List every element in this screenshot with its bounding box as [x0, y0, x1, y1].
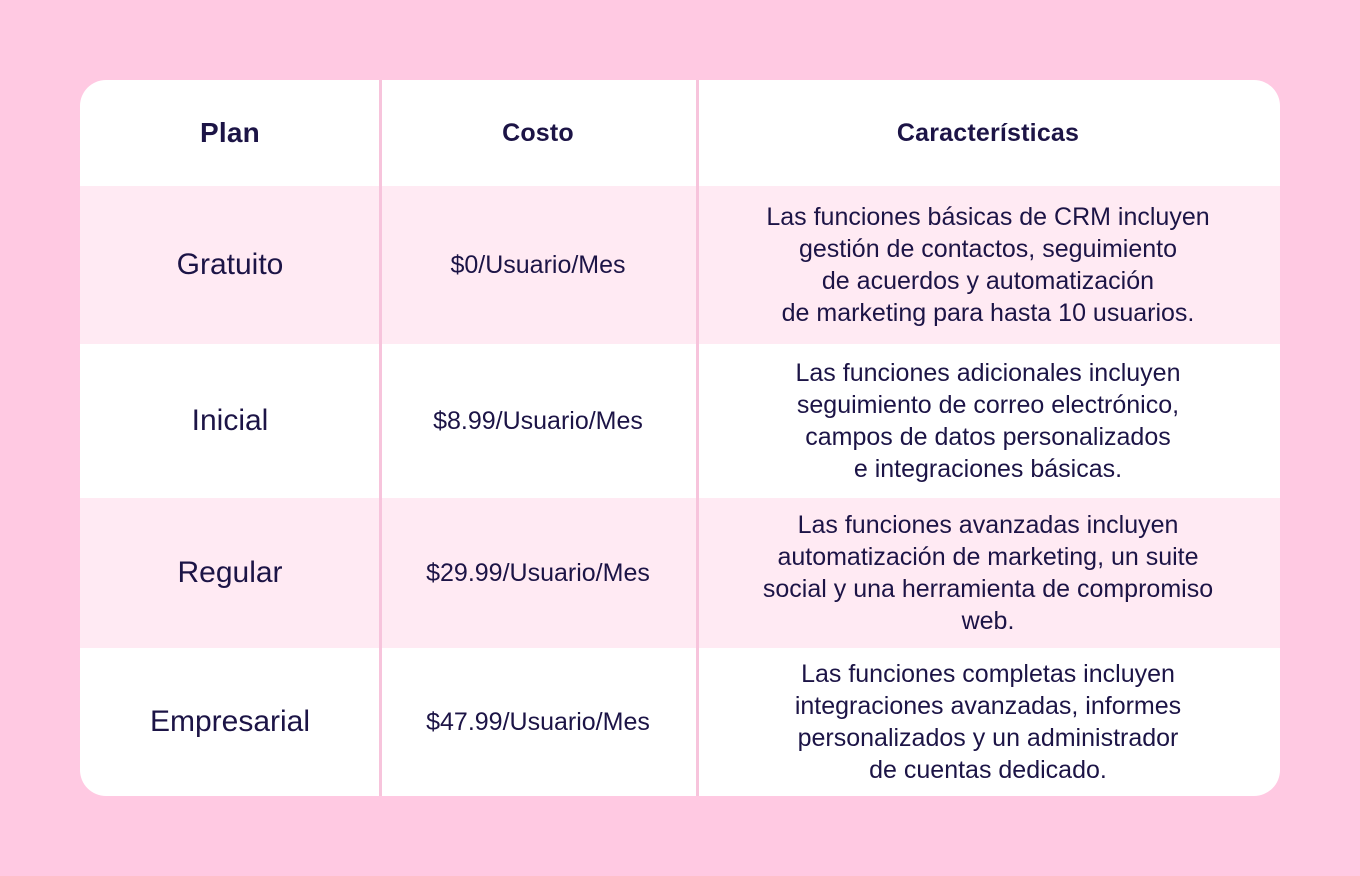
plan-cost: $47.99/Usuario/Mes [426, 707, 650, 736]
table-row [80, 344, 1280, 498]
column-divider [696, 80, 699, 796]
table-row [80, 648, 1280, 796]
header-plan: Plan [200, 117, 260, 148]
plan-cost: $29.99/Usuario/Mes [426, 558, 650, 587]
plan-features: Las funciones completas incluyen integraciones avanzadas, informes personalizados y un administrador de cuentas dedicado. [794, 660, 1182, 784]
table-row [80, 186, 1280, 344]
plan-name: Gratuito [176, 248, 284, 281]
header-features: Características [896, 118, 1080, 147]
plan-cost: $8.99/Usuario/Mes [433, 406, 643, 435]
column-divider [379, 80, 382, 796]
plan-name: Regular [177, 556, 283, 589]
header-cost: Costo [502, 118, 574, 147]
table-row [80, 498, 1280, 648]
plan-name: Inicial [191, 404, 269, 437]
plan-name: Empresarial [149, 705, 311, 738]
table-header-row [80, 80, 1280, 186]
plan-features: Las funciones avanzadas incluyen automatización de marketing, un suite social y una herramienta de compromiso web. [762, 511, 1214, 635]
plan-features: Las funciones básicas de CRM incluyen gestión de contactos, seguimiento de acuerdos y automatización de marketing para hasta 10 usuarios. [766, 203, 1210, 327]
pricing-table [80, 80, 1280, 796]
plan-features: Las funciones adicionales incluyen seguimiento de correo electrónico, campos de datos personalizados e integraciones básicas. [795, 359, 1181, 483]
plan-cost: $0/Usuario/Mes [450, 250, 626, 279]
